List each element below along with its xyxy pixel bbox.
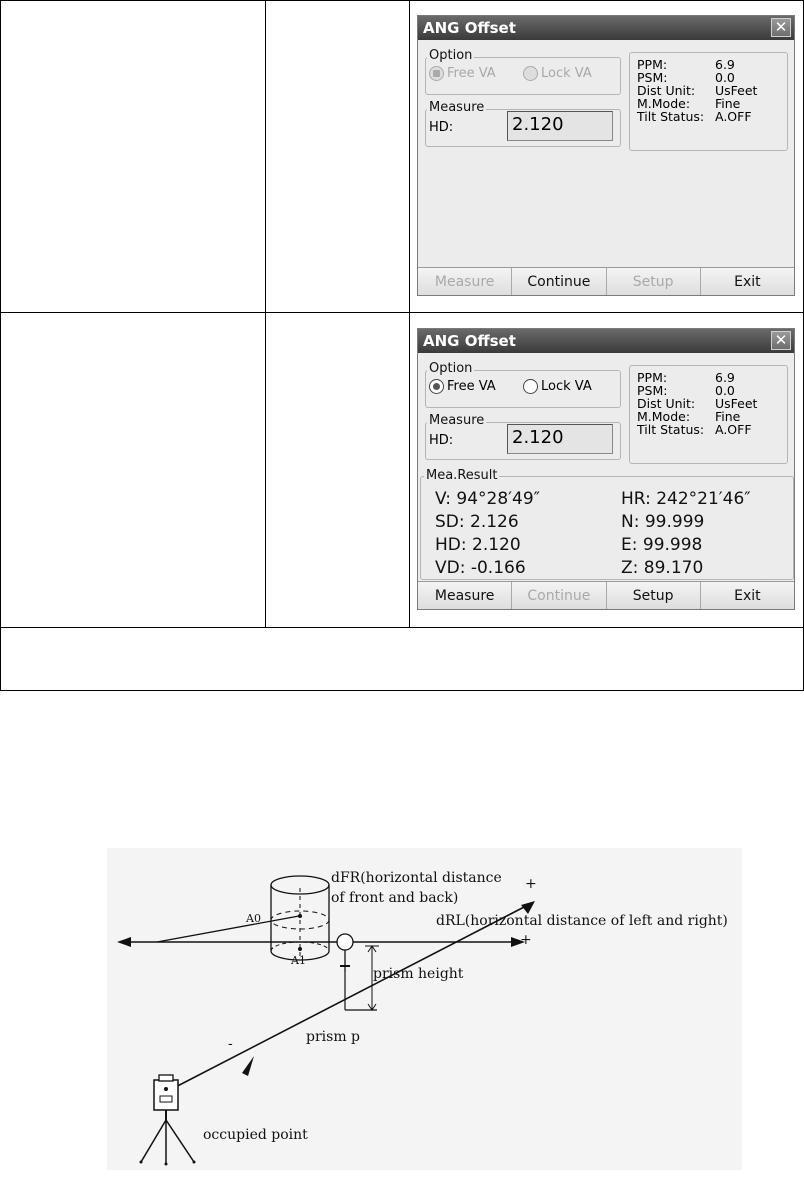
free-va-radio[interactable] [429, 66, 496, 81]
tilt-status-label: Tilt Status: [637, 422, 705, 437]
plus-right-label: + [520, 932, 532, 948]
lock-va-label: Lock VA [541, 66, 592, 81]
setup-button[interactable]: Setup [607, 582, 701, 610]
psm-value: 0.0 [715, 70, 735, 85]
title-bar [418, 16, 794, 40]
lock-va-radio[interactable] [523, 66, 592, 81]
close-button[interactable] [771, 331, 791, 350]
ppm-value: 6.9 [715, 57, 735, 72]
close-icon: ✕ [774, 18, 788, 36]
measure-button[interactable]: Measure [418, 582, 512, 610]
dist-unit-value: UsFeet [715, 83, 758, 98]
prism-height-label: prism height [373, 966, 464, 982]
button-bar [418, 581, 794, 610]
radio-selected-icon [429, 379, 444, 394]
radio-unselected-icon [523, 379, 538, 394]
radio-selected-icon [429, 66, 444, 81]
exit-button[interactable]: Exit [701, 582, 794, 610]
table-col-divider-2 [409, 0, 410, 628]
table-col-divider-1 [265, 0, 266, 628]
dist-unit-value: UsFeet [715, 396, 758, 411]
status-info [637, 372, 787, 452]
status-info [637, 59, 787, 139]
a1-point [298, 947, 302, 951]
tripod-leg-left [141, 1120, 166, 1162]
mmode-label: M.Mode: [637, 409, 691, 424]
close-icon: ✕ [774, 331, 788, 349]
table-border-bottom [0, 690, 804, 691]
prism-p-label: prism p [306, 1029, 361, 1045]
ppm-label: PPM: [637, 57, 668, 72]
a0-line [157, 916, 299, 942]
result-sd: SD: 2.126 [435, 512, 519, 532]
radio-unselected-icon [523, 66, 538, 81]
drl-label: dRL(horizontal distance of left and right) [436, 913, 728, 929]
free-va-radio[interactable] [429, 379, 496, 394]
dfr-label-line1: dFR(horizontal distance [331, 870, 502, 886]
instrument-lens [164, 1087, 168, 1091]
tilt-status-value: A.OFF [715, 422, 752, 437]
table-border-left [0, 0, 1, 691]
left-arrowhead [117, 937, 131, 947]
dist-unit-label: Dist Unit: [637, 396, 696, 411]
tripod-foot-left [140, 1161, 143, 1164]
offset-diagram [107, 848, 742, 1170]
tripod-foot-right [193, 1161, 196, 1164]
dialog-title: ANG Offset [423, 19, 516, 37]
minus-label: - [228, 1036, 233, 1052]
mmode-label: M.Mode: [637, 96, 691, 111]
result-n: N: 99.999 [621, 512, 705, 532]
a1-label: A1 [291, 954, 306, 967]
setup-button[interactable]: Setup [607, 268, 701, 296]
mid-triangle [242, 1056, 254, 1076]
ang-offset-dialog-1 [417, 15, 795, 296]
plus-top-label: + [525, 876, 537, 892]
instrument-handle [159, 1075, 173, 1081]
occupied-point-label: occupied point [203, 1127, 308, 1143]
exit-button[interactable]: Exit [701, 268, 794, 296]
continue-button[interactable]: Continue [512, 268, 606, 296]
hd-label: HD: [429, 120, 454, 135]
hd-label: HD: [429, 433, 454, 448]
dist-unit-label: Dist Unit: [637, 83, 696, 98]
measure-button[interactable]: Measure [418, 268, 512, 296]
hd-value-field[interactable]: 2.120 [507, 111, 613, 141]
table-row-divider-1 [0, 312, 804, 313]
psm-value: 0.0 [715, 383, 735, 398]
dialog-title: ANG Offset [423, 332, 516, 350]
a0-point [298, 914, 302, 918]
psm-label: PSM: [637, 70, 668, 85]
title-bar [418, 329, 794, 353]
tripod-foot-center [165, 1163, 168, 1166]
a0-label: A0 [246, 912, 261, 925]
lock-va-label: Lock VA [541, 379, 592, 394]
mmode-value: Fine [715, 96, 741, 111]
ppm-label: PPM: [637, 370, 668, 385]
result-v: V: 94°28′49″ [435, 489, 540, 509]
button-bar [418, 267, 794, 296]
psm-label: PSM: [637, 383, 668, 398]
table-border-top [0, 0, 804, 1]
mea-result-label: Mea.Result [426, 468, 498, 483]
ppm-value: 6.9 [715, 370, 735, 385]
prism-circle [337, 934, 353, 950]
free-va-label: Free VA [447, 66, 496, 81]
measure-group-label: Measure [429, 100, 485, 115]
table-row-divider-2 [0, 627, 804, 628]
continue-button[interactable]: Continue [512, 582, 606, 610]
result-hr: HR: 242°21′46″ [621, 489, 751, 509]
tilt-status-value: A.OFF [715, 109, 752, 124]
result-vd: VD: -0.166 [435, 558, 526, 578]
result-e: E: 99.998 [621, 535, 703, 555]
option-group-label: Option [429, 48, 473, 63]
result-z: Z: 89.170 [621, 558, 704, 578]
instrument-body [154, 1080, 178, 1110]
free-va-label: Free VA [447, 379, 496, 394]
measure-group-label: Measure [429, 413, 485, 428]
lock-va-radio[interactable] [523, 379, 592, 394]
result-hd: HD: 2.120 [435, 535, 521, 555]
mmode-value: Fine [715, 409, 741, 424]
ang-offset-dialog-2 [417, 328, 795, 610]
hd-value-field[interactable]: 2.120 [507, 424, 613, 454]
close-button[interactable] [771, 18, 791, 37]
instrument-display [160, 1096, 172, 1102]
tilt-status-label: Tilt Status: [637, 109, 705, 124]
dfr-label-line2: of front and back) [331, 890, 459, 906]
option-group-label: Option [429, 361, 473, 376]
tripod-leg-right [166, 1120, 194, 1162]
